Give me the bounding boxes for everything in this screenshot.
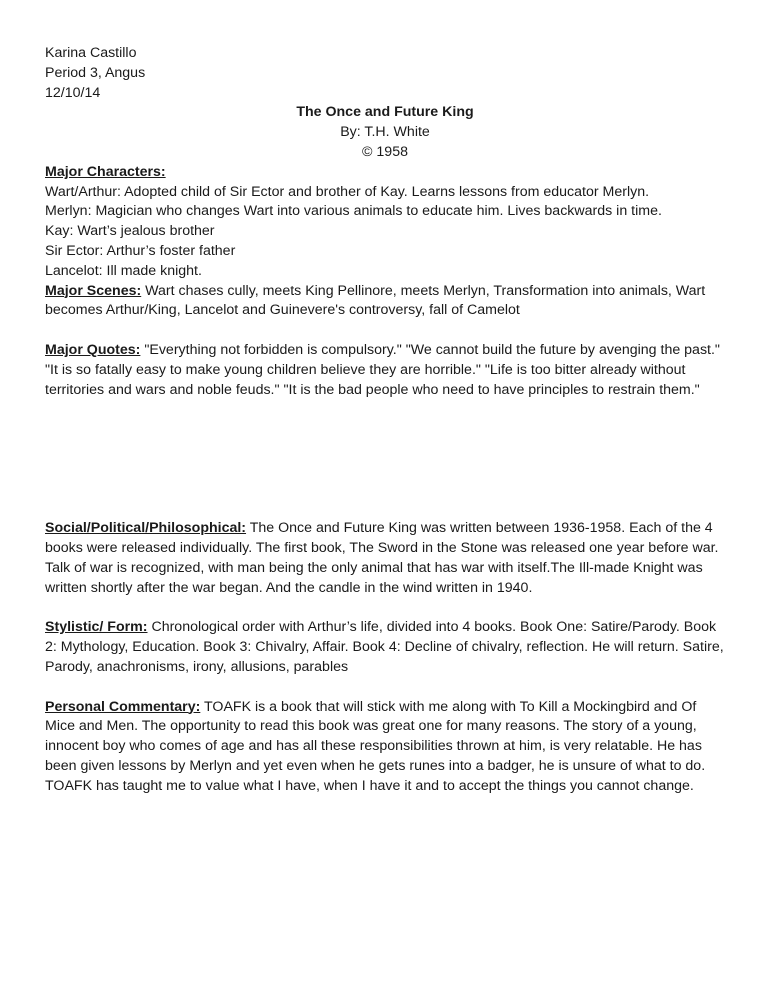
class-period: Period 3, Angus xyxy=(45,64,146,81)
document-date: 12/10/14 xyxy=(45,84,101,101)
scenes-section xyxy=(45,282,725,322)
social-section xyxy=(45,519,725,598)
student-name: Karina Castillo xyxy=(45,45,137,61)
spacer xyxy=(45,321,725,341)
spacer xyxy=(45,400,725,519)
characters-section xyxy=(45,163,725,282)
stylistic-section xyxy=(45,618,725,677)
stylistic-text: Chronological order with Arthur’s life, divided into 4 books. Book One: Satire/Parody. Book 2: Mythology, Education. Book 3: Chivalry, Affair. Book 4: Decline of chivalry, reflection. He will return. Satire, Parody, anachronisms, irony, allusions, parables xyxy=(45,619,724,675)
character-item: Kay: Wart’s jealous brother xyxy=(45,223,215,240)
scenes-heading: Major Scenes: xyxy=(45,282,142,299)
character-item: Sir Ector: Arthur’s foster father xyxy=(45,242,236,259)
document-page xyxy=(45,44,725,797)
book-author: By: T.H. White xyxy=(340,124,430,141)
social-text: The Once and Future King was written between 1936-1958. Each of the 4 books were released individually. The first book, The Sword in the Stone was released one year before war. Talk of war is recognized, with man being the only animal that has war with itself.The Ill-made Knight was written shortly after the war began. And the candle in the wind written in 1940. xyxy=(45,520,719,596)
quotes-section xyxy=(45,341,725,400)
spacer xyxy=(45,678,725,698)
book-copyright: © 1958 xyxy=(362,143,408,160)
commentary-heading: Personal Commentary: xyxy=(45,698,201,715)
character-item: Lancelot: Ill made knight. xyxy=(45,262,202,279)
quotes-text: "Everything not forbidden is compulsory." "We cannot build the future by avenging the past." "It is so fatally easy to make young children believe they are horrible." "Life is too bitter already without territories and wars and noble feuds." "It is the bad people who need to have principles to restrain them." xyxy=(45,341,720,398)
social-heading: Social/Political/Philosophical: xyxy=(45,520,247,537)
stylistic-heading: Stylistic/ Form: xyxy=(45,619,148,636)
quotes-heading: Major Quotes: xyxy=(45,341,141,358)
commentary-text: TOAFK is a book that will stick with me along with To Kill a Mockingbird and Of Mice and Men. The opportunity to read this book was great one for many reasons. The story of a young, innocent boy who comes of age and has all these responsibilities thrown at him, is very relatable. He has been given lessons by Merlyn and yet even when he gets runes into a badger, he is unsure of what to do. TOAFK has taught me to value what I have, when I have it and to accept the things you cannot change. xyxy=(45,698,706,794)
book-title: The Once and Future King xyxy=(296,104,474,121)
characters-heading: Major Characters: xyxy=(45,163,166,180)
character-item: Wart/Arthur: Adopted child of Sir Ector and brother of Kay. Learns lessons from educator Merlyn. xyxy=(45,183,650,200)
scenes-text: Wart chases cully, meets King Pellinore, meets Merlyn, Transformation into animals, Wart becomes Arthur/King, Lancelot and Guinevere's controversy, fall of Camelot xyxy=(45,282,706,319)
commentary-section xyxy=(45,698,725,797)
spacer xyxy=(45,599,725,619)
character-item: Merlyn: Magician who changes Wart into various animals to educate him. Lives backwards in time. xyxy=(45,203,662,220)
